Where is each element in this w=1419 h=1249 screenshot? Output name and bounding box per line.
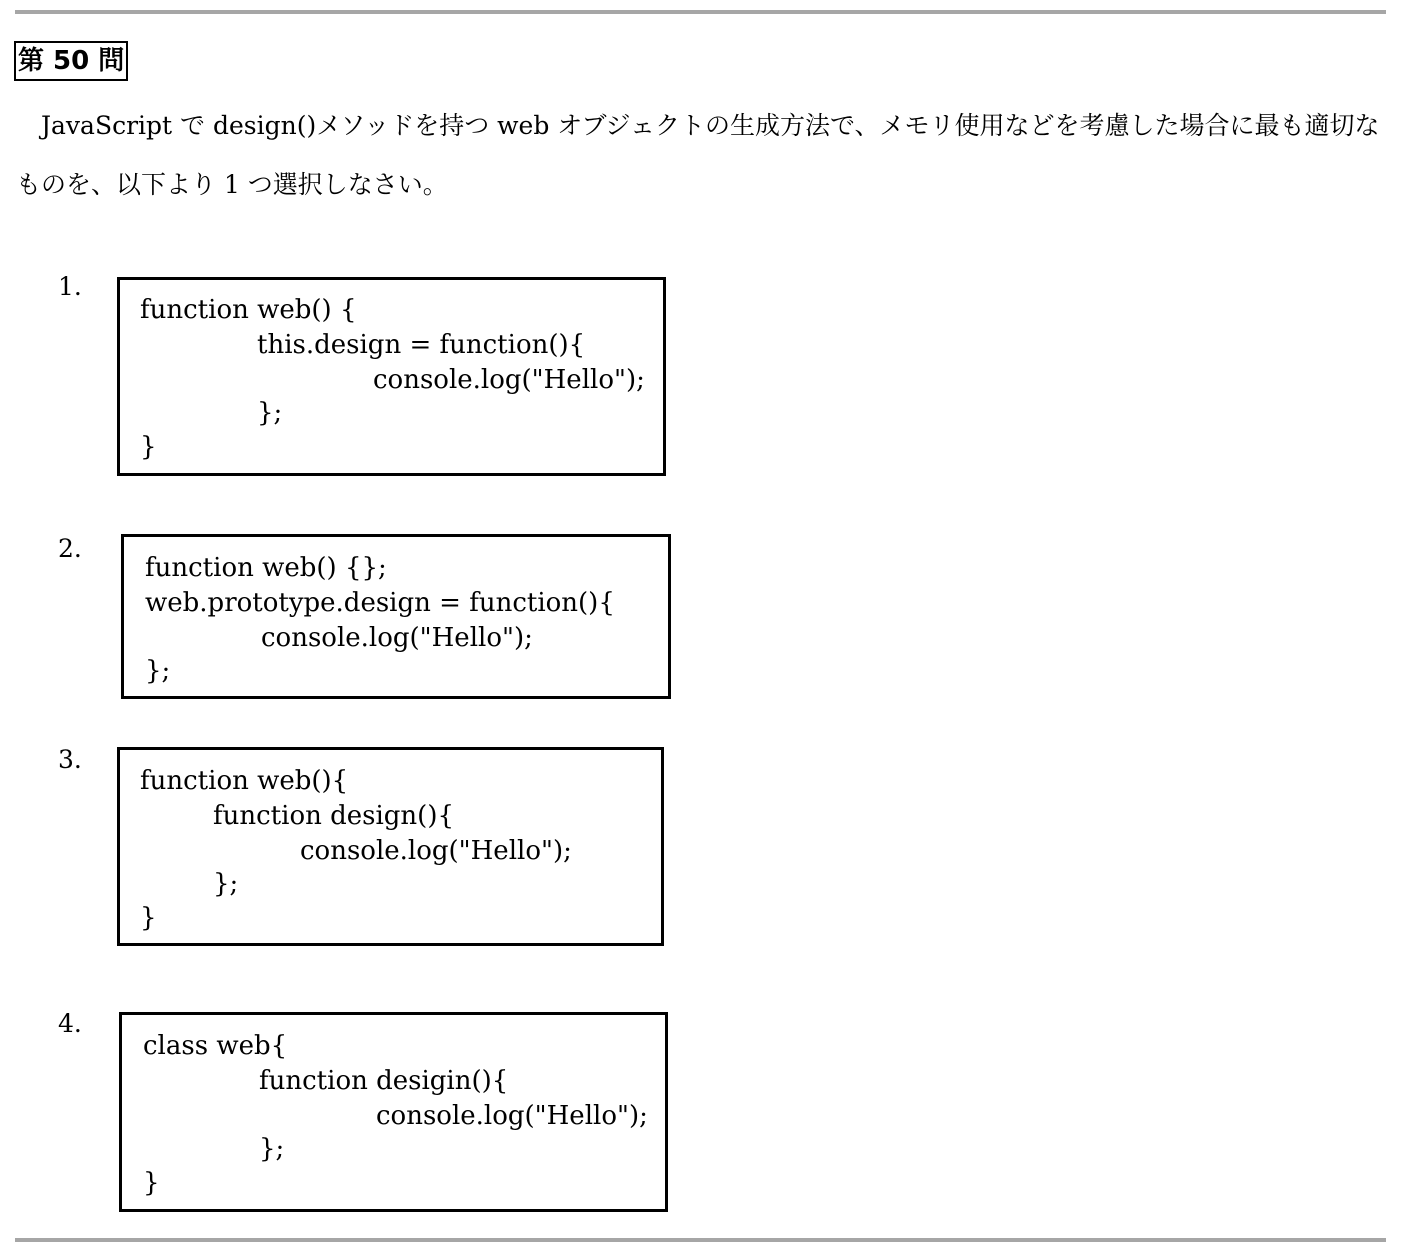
question-text: JavaScript で design()メソッドを持つ web オブジェクトの生成方法で、メモリ使用などを考慮した場合に最も適切なものを、以下より 1 つ選択しなさい。 [16,111,1380,199]
bottom-rule [15,1238,1386,1242]
code-line: class web{ [143,1031,288,1061]
code-line: console.log("Hello"); [376,1101,648,1131]
option-2-code-box [121,534,671,699]
option-3-number: 3. [58,745,82,774]
code-line: } [140,432,157,462]
code-line: }; [259,1134,285,1164]
option-2-number: 2. [58,534,82,563]
option-3-code-box [117,747,664,946]
top-rule [15,10,1386,14]
code-line: }; [257,398,283,428]
code-line: web.prototype.design = function(){ [145,588,615,618]
code-line: }; [145,656,171,686]
option-4-number: 4. [58,1009,82,1038]
option-1-number: 1. [58,272,82,301]
code-line: function design(){ [213,801,455,831]
code-line: }; [213,869,239,899]
code-line: function web(){ [140,766,349,796]
option-4-code-box [119,1012,668,1212]
code-line: console.log("Hello"); [300,836,572,866]
question-title: 第 50 問 [14,41,128,81]
option-1-code-box [117,277,666,476]
code-line: } [143,1168,160,1198]
code-line: } [140,903,157,933]
code-line: function web() { [140,295,357,325]
code-line: console.log("Hello"); [373,365,645,395]
code-line: function web() {}; [145,553,387,583]
code-line: function desigin(){ [259,1066,509,1096]
code-line: this.design = function(){ [257,330,586,360]
code-line: console.log("Hello"); [261,623,533,653]
